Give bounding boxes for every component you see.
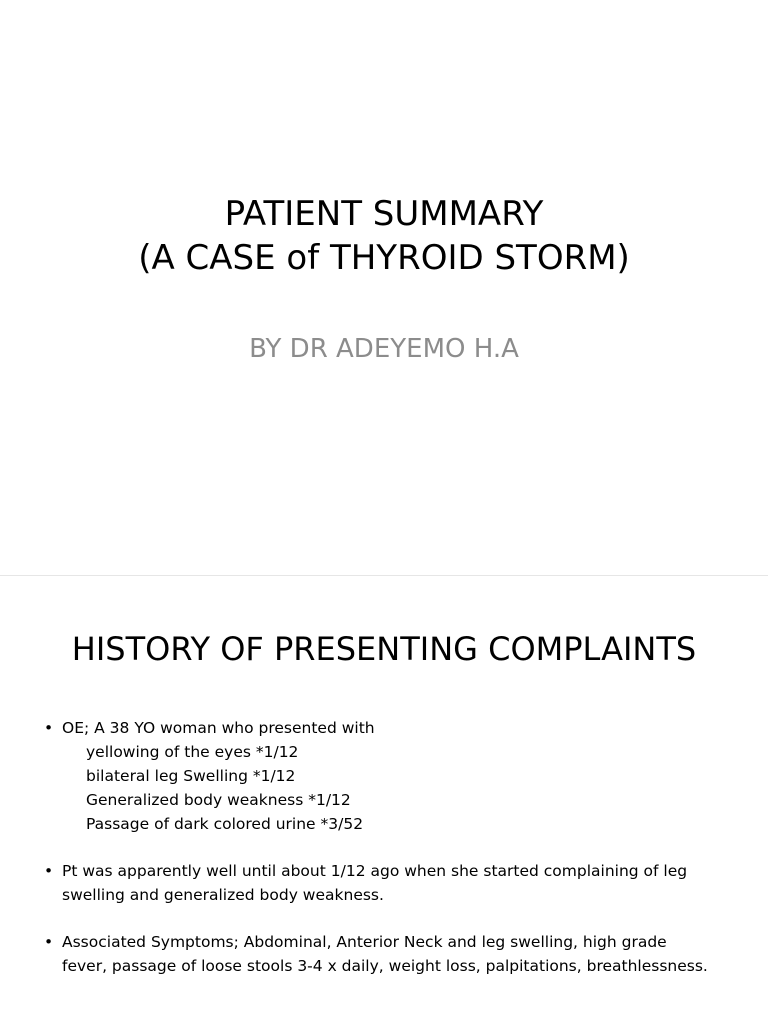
- bullet-dot: •: [44, 933, 54, 952]
- bullet-text-line-2: swelling and generalized body weakness.: [62, 886, 384, 905]
- bullet-text: OE; A 38 YO woman who presented with: [62, 719, 375, 737]
- slide-title: [0, 192, 768, 280]
- bullet-item: [44, 930, 734, 978]
- slide-subtitle: BY DR ADEYEMO H.A: [249, 334, 519, 364]
- bullet-dot: •: [44, 862, 54, 881]
- bullet-text-line-2: fever, passage of loose stools 3-4 x daily, weight loss, palpitations, breathlessness.: [62, 957, 708, 976]
- slide-heading: HISTORY OF PRESENTING COMPLAINTS: [71, 630, 697, 668]
- title-line-1: PATIENT SUMMARY: [224, 194, 544, 234]
- slide-content: [44, 716, 734, 978]
- sub-item: Passage of dark colored urine *3/52: [86, 815, 364, 834]
- sub-item: Generalized body weakness *1/12: [86, 791, 351, 810]
- bullet-dot: •: [44, 719, 54, 737]
- sub-item: bilateral leg Swelling *1/12: [86, 767, 296, 786]
- title-line-2: (A CASE of THYROID STORM): [138, 238, 630, 279]
- bullet-text-line-1: Pt was apparently well until about 1/12 ago when she started complaining of leg: [62, 862, 688, 881]
- bullet-text-line-1: Associated Symptoms; Abdominal, Anterior Neck and leg swelling, high grade: [62, 933, 667, 952]
- bullet-item: [44, 716, 734, 740]
- sub-item: yellowing of the eyes *1/12: [86, 743, 299, 762]
- history-slide: [0, 576, 768, 1024]
- bullet-item: [44, 859, 734, 907]
